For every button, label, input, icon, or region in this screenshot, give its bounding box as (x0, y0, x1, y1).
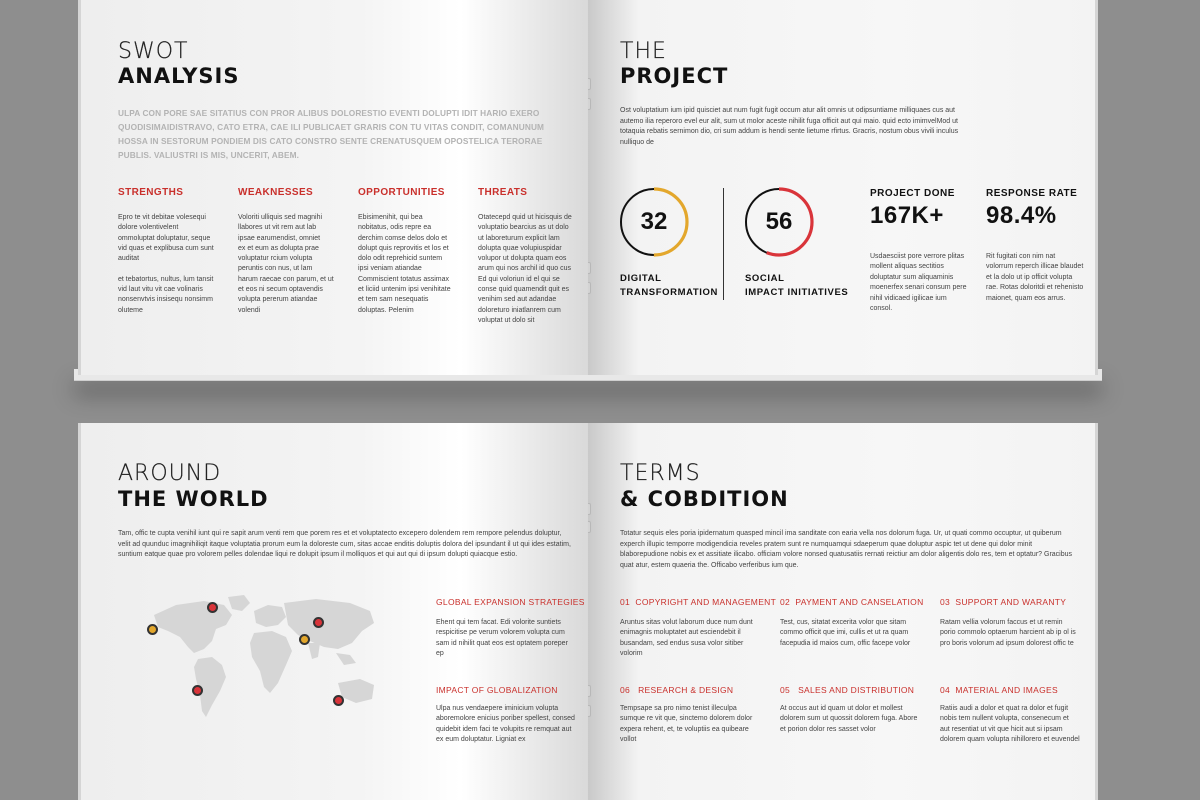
map-pin-central-asia (299, 634, 310, 645)
terms-item-05-title (780, 685, 914, 695)
binding-hole (588, 78, 591, 90)
stat2-label-line1: SOCIAL (745, 273, 785, 284)
terms-item-05-text: At occus aut id quam ut dolor et mollest dolorem sum ut quossit dolorem fuga. Abore et porion dolor res sasset volor (780, 705, 918, 733)
stat2-label-line2: IMPACT INITIATIVES (745, 287, 849, 298)
opportunities-text: Ebisimenihit, qui bea nobitatus, odis repre ea derchim comse delos dolo et dolupt quis reprovitis et los et dolo odit reprehicid suntem ipsi veniam atiandae Commiscient totatus assimax et liciid untenim ipsi venihitate et tem sam nesequatis doluptas. Pelenim (358, 214, 451, 314)
terms-item-04-num: 04 (940, 685, 951, 695)
page-terms-condition (588, 423, 1098, 800)
map-pin-australia (333, 695, 344, 706)
weaknesses-text: Voloriti ulliquis sed magnihi llabores ut vit rem aut lab ipsae earumendist, omniet ex et eum as dolupta prae voluptatur rcium volupta peruntis con nus, ut lam harum raecae con parum, et ut et eos ni secum optavendis volupta pererum atiandae volendi (238, 214, 334, 314)
terms-title-light: TERMS (620, 461, 701, 486)
terms-item-01-text: Aruntus sitas volut laborum duce num dunt enimagnis moluptatet aut esciendebit il busandam, sed endus susa volor sitiber volorim (620, 619, 753, 658)
digital-transformation-value: 32 (640, 208, 668, 235)
binding-hole (588, 98, 591, 110)
terms-item-02-num: 02 (780, 597, 791, 607)
terms-item-06-title (620, 685, 733, 695)
strengths-title: STRENGTHS (118, 187, 184, 198)
terms-item-05-num: 05 (780, 685, 791, 695)
strengths-text: Epro te vit debitae volesequi dolore volentivelent ommoluptat doluptatur, seque vid quas et explibusa cum sunt auditat et tebatortus, nultus, lum tansit vid laut vitu vit cae volinaris nonsenvtvis insisequ nonsimm oluteme (118, 214, 214, 314)
terms-item-06-num: 06 (620, 685, 631, 695)
stat1-label-line2: TRANSFORMATION (620, 287, 718, 298)
terms-item-06-text: Tempsape sa pro nimo tenist illeculpa sumque re vit que, sinctemo dolorem dolor expera rehent, et, te voluptiis ea quibeare vollot (620, 705, 753, 744)
world-title-light: AROUND (118, 461, 222, 486)
page-the-project (588, 0, 1098, 375)
binding-hole (588, 503, 591, 515)
stat1-label-line1: DIGITAL (620, 273, 662, 284)
brochure-spread-top (78, 0, 1098, 375)
terms-title-bold: & COBDITION (620, 487, 789, 511)
world-title-bold: THE WORLD (118, 487, 269, 511)
terms-item-03-num: 03 (940, 597, 951, 607)
swot-title-bold: ANALYSIS (118, 64, 240, 88)
response-rate-value: 98.4% (986, 202, 1057, 229)
map-pin-south-america (192, 685, 203, 696)
threats-title: THREATS (478, 187, 528, 198)
swot-title-light: SWOT (118, 39, 189, 64)
terms-item-01-label: COPYRIGHT AND MANAGEMENT (635, 597, 777, 607)
spread (78, 0, 1098, 375)
terms-item-01-num: 01 (620, 597, 631, 607)
project-intro: Ost voluptatium ium ipid quisciet aut num fugit fugit occum atur alit omnis ut odipsuntiame milliquaes cus aut autemo ilia reperoro evel eur alit, sum ut molor aceste nihilit fuga officit aut qui maio. quid ecto imimvelMod ut totaquia rebatis sernimon dio, cri sum addum is hendi sente lietume rfirtus. Gracris, nostum obus vivili inculus nulliquo de (620, 107, 959, 146)
terms-item-03-text: Ratam vellia volorum faccus et ut remin porio commolo optaerum harcient ab ip ol is pro boris volorum ad ipsum dolorest offic te (940, 619, 1076, 647)
global-expansion-title: GLOBAL EXPANSION STRATEGIES (436, 597, 585, 607)
digital-transformation-label (620, 272, 718, 300)
response-rate-text: Rit fugitati con nim nat volorrum reperch illicae blaudet et la dolo ut ip officit volupta rae. Rotas doloritdi et rehenisto maionet, quam eos arrus. (986, 253, 1084, 302)
terms-item-04-label: MATERIAL AND IMAGES (955, 685, 1058, 695)
terms-item-03-title (940, 597, 1066, 607)
project-done-text: Usdaesciist pore verrore plitas mollent aliquas sectitios doluptatur sum aliquaminis moenerfex senari consum pere nihil vidicaed igilicae ium consol. (870, 253, 967, 313)
world-map (146, 593, 386, 733)
brochure-spread-bottom (78, 423, 1098, 800)
opportunities-title: OPPORTUNITIES (358, 187, 445, 198)
globalization-impact-text: Ulpa nus vendaepere iminicium volupta aboremolore enicius poriber spellest, consed quidebit idem faci te volupits re remquat aut ex eum doluptatur. Ligniat ex (436, 705, 575, 744)
world-intro: Tam, offic te cupta venihil iunt qui re sapit arum venti rem que porem res et et voluptatecto excepero dolendem rem rempore pelendus doluptur, velit ad quunduc imagnihiliqit itaque voluptatia prorum eum la doloreste cum, sitas accae enditis doluptis dolora del ipsundant il ut qui ides estatim, suntium eatque quae pro volorem pelles dolendae liqui re dolupit ipsum il molliquos et qui aut qui di ipsum dolupti quiacque estio. (118, 530, 571, 558)
social-impact-label (745, 272, 848, 300)
project-title-bold: PROJECT (620, 64, 729, 88)
binding-hole (588, 705, 591, 717)
binding-hole (588, 685, 591, 697)
global-expansion-text: Ehent qui tem facat. Edi volorite suntiets respicitise pe verum volorem volupta cum sam id nihilit quat eos est optatem poreper ep (436, 619, 568, 658)
terms-item-02-label: PAYMENT AND CANSELATION (795, 597, 924, 607)
binding-hole (588, 521, 591, 533)
project-title-light: THE (620, 39, 667, 64)
page-around-the-world (78, 423, 588, 800)
terms-item-03-label: SUPPORT AND WARANTY (955, 597, 1067, 607)
terms-intro: Totatur sequis eles poria ipidernatum quasped mincil ima sanditate con earia vella nos dolorum fuga. Ur, ut quati commo occuptur, ut quiberum experch illupic temporre modigendicia reveles pratem sunt re numquamqui sdaeperum quae doluptur aspic tet ut dene qui dolor minit blaborepudione nobis ex et assitiate ilicabo. officiam volore nonsed quatusatiis rernati reictiur am dolor aligentis dolo res, tem et optatur? Gracibus quat atur, estem quaeria the. Officabo verferibus ium que. (620, 530, 1073, 569)
terms-item-01-title (620, 597, 776, 607)
terms-item-04-title (940, 685, 1058, 695)
spread (78, 423, 1098, 800)
response-rate-title: RESPONSE RATE (986, 188, 1078, 199)
project-done-value: 167K+ (870, 202, 944, 229)
terms-item-05-label: SALES AND DISTRIBUTION (798, 685, 915, 695)
terms-item-06-label: RESEARCH & DESIGN (638, 685, 734, 695)
stat-divider (723, 188, 724, 300)
globalization-impact-title: IMPACT OF GLOBALIZATION (436, 685, 558, 695)
threats-text: Otatecepd quid ut hicisquis de voluptatio bearcius as ut dolo ut laboreturum explicit lam dolupta quae volupiuspidar volupor ut dolupta quam eos arum qui nos archil id quo cus Ed qui voloriun id el qui se conse quid quamendit quit es venihim sed aut adandae doloreturo iniatlanrem cum voluptat ut dolo sit (478, 214, 572, 324)
terms-item-02-text: Test, cus, sitatat excerita volor que sitam commo officit que imi, cullis et ut ra quam facepudia id maios cum, offic facepe volor (780, 619, 911, 647)
weaknesses-title: WEAKNESSES (238, 187, 314, 198)
page-swot-analysis (78, 0, 588, 375)
social-impact-value: 56 (765, 208, 793, 235)
terms-item-02-title (780, 597, 924, 607)
terms-item-04-text: Ratiis audi a dolor et quat ra dolor et fugit nobis tem nullent volupta, consenecum et aut resentiat ut vit que hicit aut si ipsam dolorem quam volupta nihillorero et euvendel (940, 705, 1080, 744)
project-done-title: PROJECT DONE (870, 188, 955, 199)
map-pin-asia (313, 617, 324, 628)
swot-intro: ULPA CON PORE SAE SITATIUS CON PROR ALIBUS DOLORESTIO EVENTI DOLUPTI IDIT HARIO EXERO QUODISIMAIDISTRAVO, CATO ETRA, CAE ILI PUBLICAET GRARIS CON TU VITAS CONDIT, COMANUNUM HOSSA IN SESTORUM PONDIEM DIS CATO CONSTRO SENTE CRENATUSQUEM OPOSTELICA TERORAE PUBLIS. VALIUSTRI IS MIS, UNCERIT, ABEM. (118, 108, 545, 160)
map-pin-west (147, 624, 158, 635)
binding-hole (588, 262, 591, 274)
binding-hole (588, 282, 591, 294)
map-pin-north-america (207, 602, 218, 613)
